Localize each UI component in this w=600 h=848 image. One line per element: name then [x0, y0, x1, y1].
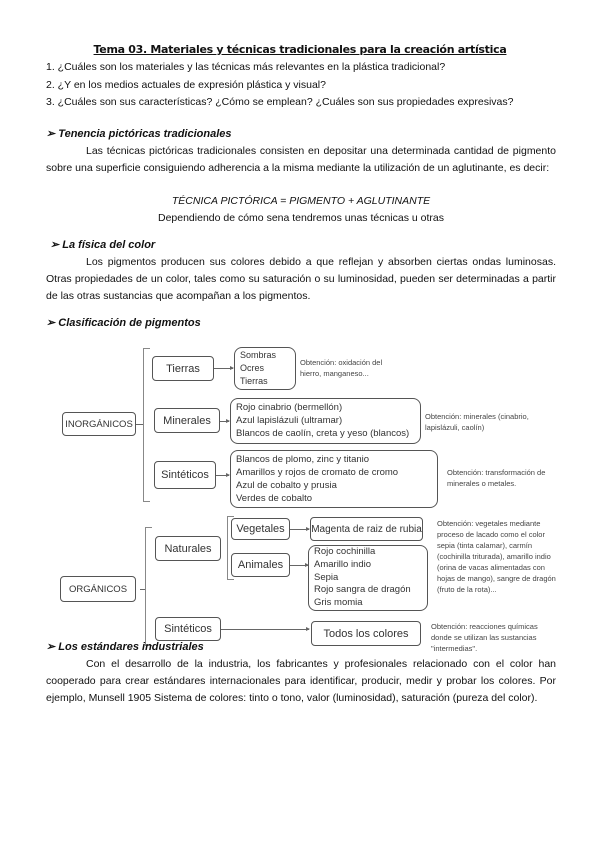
- minerales-note: Obtención: minerales (cinabrio, lapislázuli, caolín): [425, 412, 529, 432]
- tierras-note: Obtención: oxidación del hierro, manganeso...: [300, 358, 383, 378]
- sinteticos-node: Sintéticos: [154, 461, 216, 489]
- formula: TÉCNICA PICTÓRICA = PIGMENTO + AGLUTINANTE: [171, 195, 431, 207]
- org-sinteticos-node: Sintéticos: [155, 617, 221, 641]
- question-1: 1. ¿Cuáles son los materiales y las técnicas más relevantes en la plástica tradicional?: [46, 61, 446, 73]
- formula-note: Dependiendo de cómo sena tendremos unas técnicas u otras: [157, 212, 444, 224]
- section-body: Los pigmentos producen sus colores debido a que reflejan y absorben ciertas ondas luminosas. Otras propiedades de un color, tales como su saturación o su luminosidad, pueden ser determinadas a partir de las otras sustancias que acompañan a los pigmentos.: [46, 256, 556, 302]
- tierras-node: Tierras: [152, 356, 214, 381]
- question-3: 3. ¿Cuáles son sus características? ¿Cómo se emplean? ¿Cuáles son sus propiedades expresivas?: [46, 96, 514, 108]
- inorganicos-node: INORGÁNICOS: [62, 412, 136, 436]
- naturales-note: Obtención: vegetales mediante proceso de lacado como el color sepia (tinta calamar), carmín (cochinilla triturada), amarillo indio (orina de vacas alimentadas con hojas de mango), sangre de dragón (fruto de la rota)...: [437, 519, 556, 594]
- sinteticos-note: Obtención: transformación de minerales o metales.: [447, 468, 546, 488]
- section-heading: ➢ Clasificación de pigmentos: [46, 317, 201, 329]
- sinteticos-list: Blancos de plomo, zinc y titanio Amarillos y rojos de cromato de cromo Azul de cobalto y prusia Verdes de cobalto: [230, 450, 438, 508]
- section-heading: ➢ La física del color: [50, 239, 156, 251]
- org-sinteticos-item: Todos los colores: [311, 621, 421, 646]
- section-heading: ➢ Los estándares industriales: [46, 641, 204, 653]
- document-title: Tema 03. Materiales y técnicas tradicionales para la creación artística: [93, 43, 507, 56]
- minerales-list: Rojo cinabrio (bermellón) Azul lapislázuli (ultramar) Blancos de caolín, creta y yeso (blancos): [230, 398, 421, 444]
- minerales-node: Minerales: [154, 408, 220, 433]
- section-body: Con el desarrollo de la industria, los fabricantes y profesionales relacionado con el color han cooperado para crear estándares internacionales para identificar, producir, medir y probar los colores. Por ejemplo, Munsell 1905 Sistema de colores: tinto o tono, valor (luminosidad), saturación (pureza del color).: [46, 658, 556, 704]
- organicos-node: ORGÁNICOS: [60, 576, 136, 602]
- section-body: Las técnicas pictóricas tradicionales consisten en depositar una determinada cantidad de pigmento sobre una superficie consiguiendo adherencia a la misma mediante la utilización de un aglutinante, es decir:: [46, 145, 556, 174]
- question-2: 2. ¿Y en los medios actuales de expresión plástica y visual?: [46, 79, 326, 91]
- vegetales-node: Vegetales: [231, 518, 290, 540]
- org-sinteticos-note: Obtención: reacciones químicas donde se utilizan las sustancias "intermedias".: [431, 622, 538, 653]
- vegetales-item: Magenta de raiz de rubia: [310, 517, 423, 541]
- animales-node: Animales: [231, 553, 290, 577]
- animales-list: Rojo cochinilla Amarillo indio Sepia Rojo sangra de dragón Gris momia: [308, 545, 428, 611]
- naturales-node: Naturales: [155, 536, 221, 561]
- section-heading: ➢ Tenencia pictóricas tradicionales: [46, 128, 232, 140]
- tierras-list: Sombras Ocres Tierras: [234, 347, 296, 390]
